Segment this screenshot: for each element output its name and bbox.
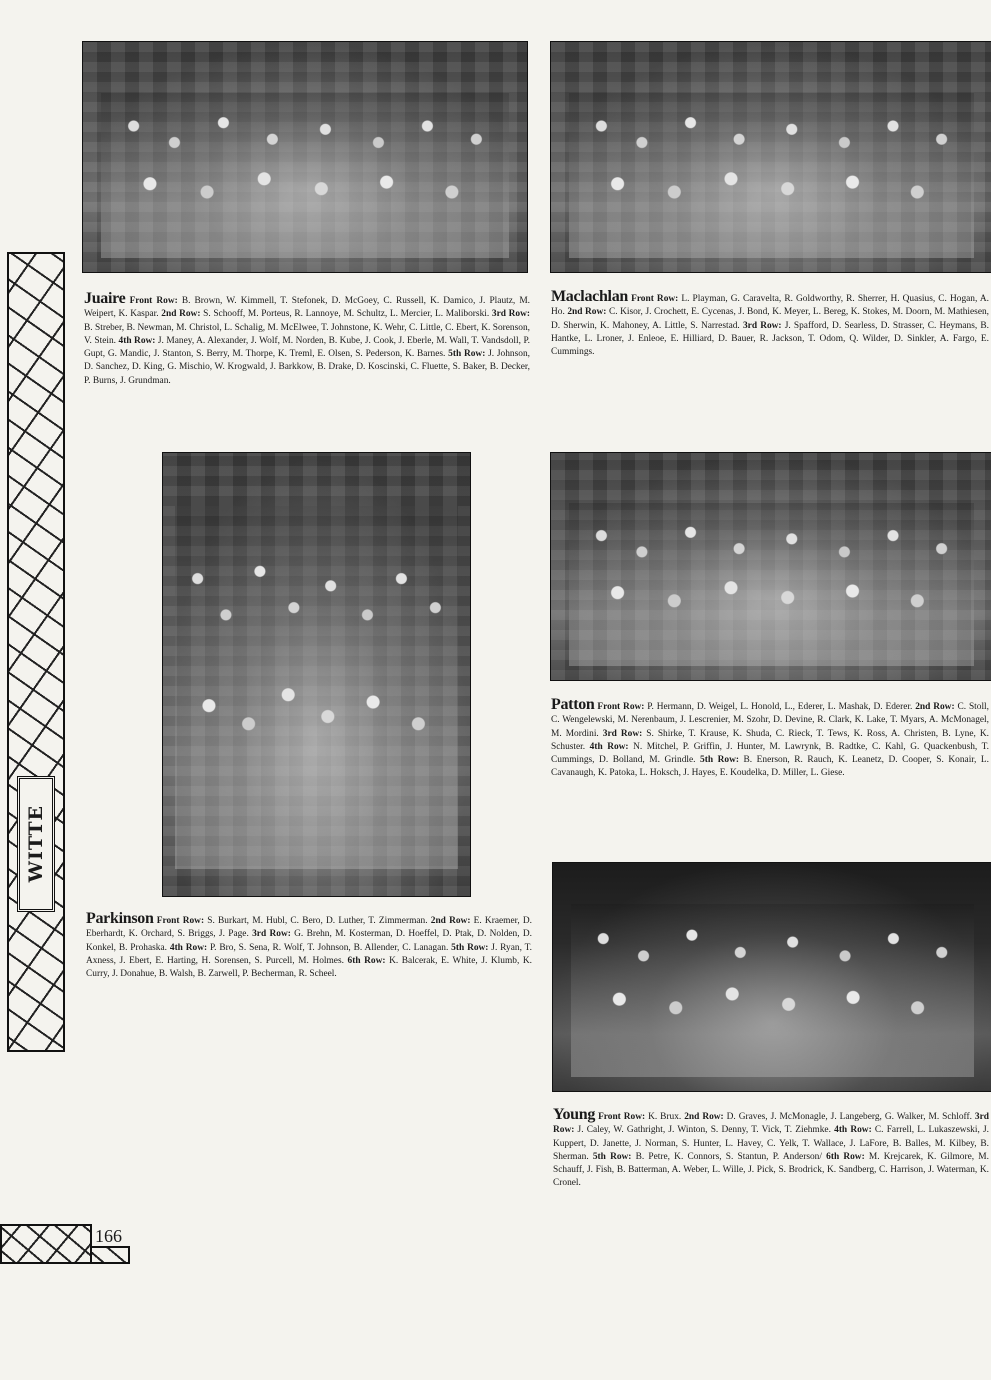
row-label: 6th Row:	[826, 1151, 865, 1162]
photo-patton	[550, 452, 991, 681]
row-label: 4th Row:	[834, 1125, 872, 1136]
row-label: 6th Row:	[347, 955, 386, 966]
row-names: M. Krejcarek, K. Gilmore, M. Schauff, J. Fish, B. Batterman, A. Weber, L. Wille, J. Pick, S. Brodrick, K. Sandberg, C. Harrison, J. Waterman, K. Cronel.	[553, 1151, 989, 1189]
row-label: 3rd Row:	[553, 1112, 989, 1136]
side-tab-label: WITTE	[25, 805, 47, 883]
row-names: J. Spafford, D. Searless, D. Strasser, C. Heymans, B. Hantke, L. Lroner, J. Enleoe, E. Hilliard, D. Bauer, R. Jackson, T. Odom, Q. Wilder, D. Sinkler, A. Fargo, E. Cummings.	[551, 320, 990, 358]
photo-parkinson	[162, 452, 471, 897]
row-label: 4th Row:	[118, 335, 156, 346]
caption-juaire	[84, 292, 530, 388]
side-tab	[7, 252, 65, 1052]
row-names: L. Playman, G. Caravelta, R. Goldworthy, R. Sherrer, H. Quasius, C. Hogan, A. Ho.	[551, 294, 990, 318]
page-number: 166	[92, 1226, 125, 1246]
row-label: 2nd Row:	[567, 307, 607, 318]
row-label: 5th Row:	[592, 1151, 632, 1162]
row-names: J. Maney, A. Alexander, J. Wolf, M. Norden, B. Kube, J. Cook, J. Eberle, M. Wall, T. Vandsdoll, P. Gupt, G. Mandic, J. Stanton, S. Berry, M. Thorpe, K. Treml, E. Olsen, S. Pederson, K. Barnes.	[84, 335, 530, 360]
row-names: C. Farrell, L. Lukaszewski, J. Kuppert, D. Janette, J. Norman, S. Hunter, L. Havey, C. Yelk, T. Wallace, J. LaFore, B. Balles, M. Kilbey, B. Sherman.	[553, 1125, 989, 1162]
photo-juaire	[82, 41, 528, 273]
row-names: J. Johnson, D. Sanchez, D. King, G. Mischio, W. Krogwald, J. Barkkow, B. Drake, D. Koscinski, C. Fluette, S. Baker, B. Decker, P. Burns, J. Grundman.	[84, 349, 530, 386]
row-names: S. Burkart, M. Hubl, C. Bero, D. Luther, T. Zimmerman.	[204, 916, 431, 926]
caption-patton	[551, 698, 989, 781]
caption-maclachlan	[551, 290, 989, 359]
caption-young	[553, 1108, 989, 1191]
row-names: N. Mitchel, P. Griffin, J. Hunter, M. Lawrynk, B. Radtke, C. Kahl, G. Quackenbush, T. Cummings, D. Bolland, M. Grindle.	[551, 741, 989, 766]
row-names: C. Stoll, C. Wengelewski, M. Nerenbaum, J. Lescrenier, M. Szohr, D. Devine, R. Clark, K. Lake, T. Myars, A. McMonagel, M. Mordini.	[551, 702, 990, 739]
row-label: 4th Row:	[169, 942, 208, 953]
side-tab-label-box	[17, 776, 55, 912]
row-names: P. Bro, S. Sena, R. Wolf, T. Johnson, B. Allender, C. Lanagan.	[207, 942, 452, 953]
row-label: 3rd Row:	[602, 728, 643, 739]
row-names: S. Schooff, M. Porteus, R. Lannoye, M. Schultz, L. Mercier, L. Maliborski.	[200, 309, 492, 320]
caption-maclachlan-name: Maclachlan	[551, 288, 628, 305]
page-number-pattern	[0, 1224, 92, 1264]
row-names: B. Streber, B. Newman, M. Christol, L. Schalig, M. McElwee, T. Johnstone, K. Wehr, C. Little, C. Ebert, K. Sorenson, V. Stein.	[84, 322, 530, 346]
row-label: 3rd Row:	[491, 309, 530, 320]
row-names: E. Kraemer, D. Eberhardt, K. Orchard, S. Briggs, J. Page.	[86, 916, 533, 940]
caption-parkinson	[86, 912, 532, 981]
row-names: K. Balcerak, E. White, J. Klumb, K. Curry, J. Donahue, B. Walsh, B. Zarwell, P. Becherman, R. Scheel.	[86, 955, 532, 980]
row-names: D. Graves, J. McMonagle, J. Langeberg, G. Walker, M. Schloff.	[723, 1112, 975, 1122]
row-label: Front Row:	[156, 916, 205, 926]
caption-young-name: Young	[553, 1106, 596, 1123]
page-number-band	[0, 1216, 130, 1268]
photo-young	[552, 862, 991, 1092]
row-names: B. Brown, W. Kimmell, T. Stefonek, D. McGoey, C. Russell, K. Damico, J. Plautz, M. Weipert, K. Kaspar.	[84, 296, 531, 320]
row-names: B. Petre, K. Connors, S. Stantun, P. Anderson/	[631, 1151, 827, 1162]
row-label: 3rd Row:	[252, 929, 291, 940]
row-label: 3rd Row:	[742, 320, 782, 331]
row-label: 2nd Row:	[161, 309, 201, 320]
row-names: J. Ryan, T. Axness, J. Ebert, E. Harting, H. Sorensen, S. Purcell, M. Holmes.	[86, 942, 532, 966]
row-label: 5th Row:	[451, 942, 489, 953]
photo-maclachlan	[550, 41, 991, 273]
caption-parkinson-name: Parkinson	[86, 910, 154, 927]
row-label: Front Row:	[129, 296, 178, 306]
caption-patton-name: Patton	[551, 696, 595, 713]
row-label: Front Row:	[597, 702, 645, 712]
row-label: 2nd Row:	[430, 916, 471, 926]
row-names: J. Caley, W. Gathright, J. Winton, S. Denny, T. Vick, T. Ziehmke.	[574, 1125, 835, 1136]
row-names: G. Brehn, M. Kosterman, D. Hoeffel, D. Ptak, D. Nolden, D. Konkel, B. Prohaska.	[86, 929, 532, 953]
row-names: C. Kisor, J. Crochett, E. Cycenas, J. Bond, K. Meyer, L. Bereg, K. Stokes, M. Doorn, M. Mathiesen, D. Sherwin, K. Mahoney, A. Little, S. Narrestad.	[551, 307, 990, 331]
row-names: B. Enerson, R. Rauch, K. Leanetz, D. Cooper, S. Konair, L. Cavanaugh, K. Patoka, L. Hoksch, J. Hayes, E. Koudelka, D. Miller, L. Giese.	[551, 755, 990, 779]
row-names: K. Brux.	[645, 1112, 685, 1122]
row-label: 2nd Row:	[915, 702, 955, 712]
page-number-pattern-tail	[92, 1246, 130, 1264]
caption-juaire-name: Juaire	[84, 290, 126, 307]
row-names: P. Hermann, D. Weigel, L. Honold, L., Ederer, L. Mashak, D. Ederer.	[644, 702, 916, 712]
row-label: Front Row:	[598, 1112, 646, 1122]
row-label: 5th Row:	[700, 755, 739, 766]
row-label: Front Row:	[631, 294, 679, 304]
row-label: 4th Row:	[589, 741, 629, 752]
row-names: S. Shirke, T. Krause, K. Shuda, C. Rieck, T. Tews, K. Ross, A. Christen, B. Lyne, K. Schuster.	[551, 728, 989, 752]
row-label: 2nd Row:	[684, 1112, 724, 1122]
row-label: 5th Row:	[448, 349, 486, 360]
